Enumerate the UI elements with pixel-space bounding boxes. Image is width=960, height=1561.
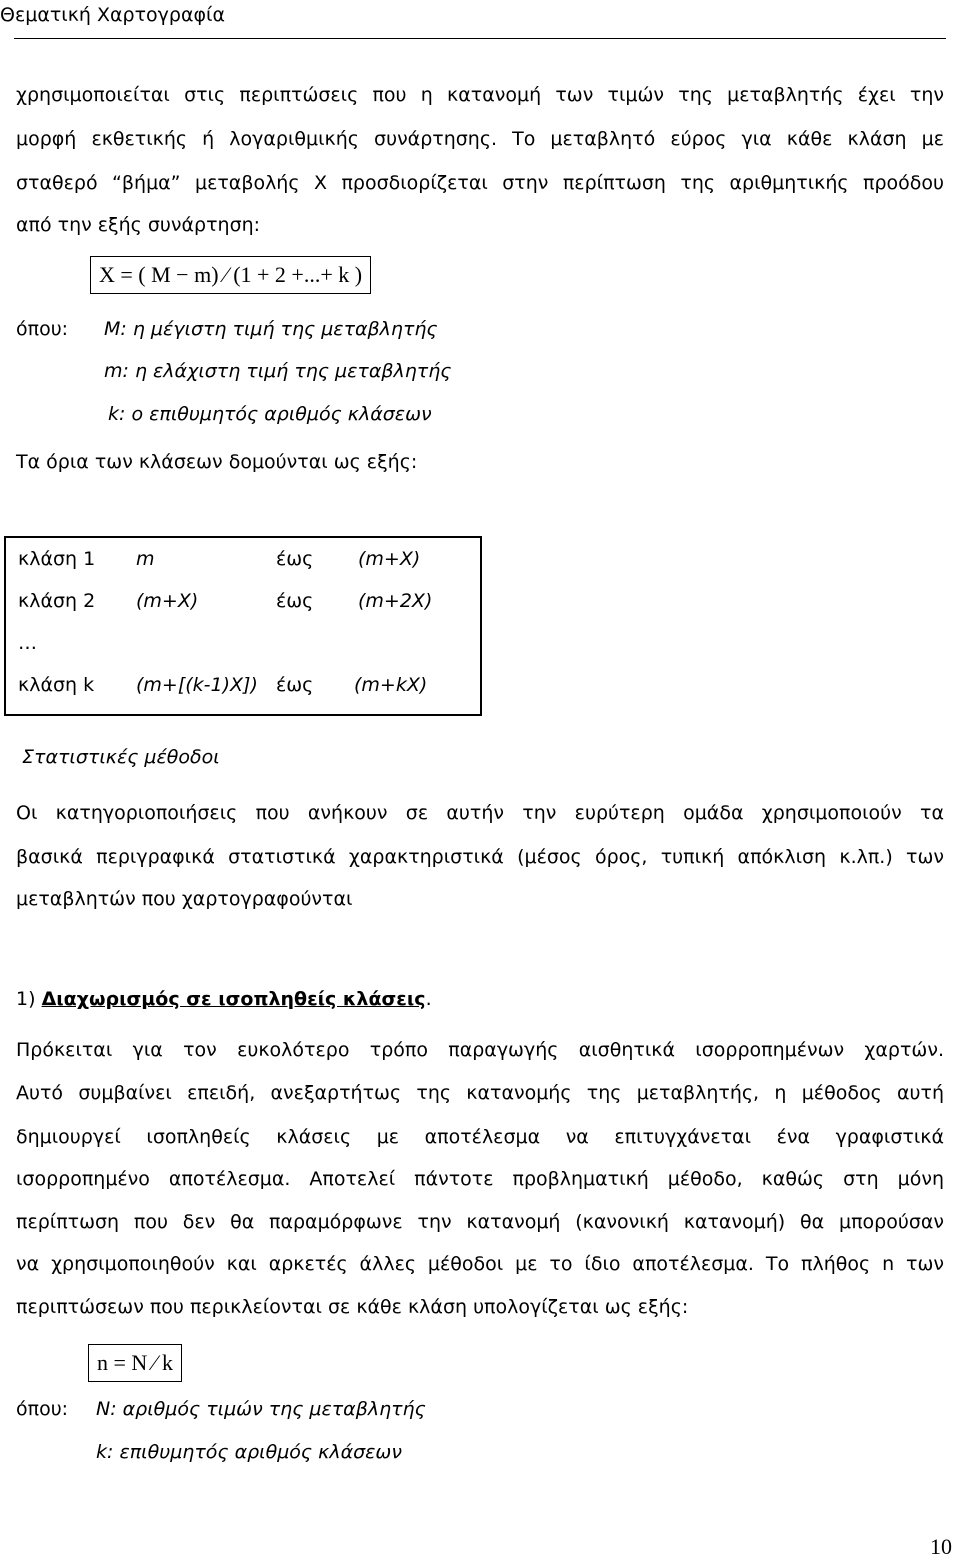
item-1-number: 1)	[16, 988, 36, 1010]
item-1-title: Διαχωρισμός σε ισοπληθείς κλάσεις	[41, 988, 426, 1010]
definition-max: M: η μέγιστη τιμή της μεταβλητής	[104, 318, 438, 340]
class-ellipsis: …	[18, 632, 37, 654]
page-number: 10	[930, 1534, 952, 1559]
class-1-to: (m+X)	[358, 548, 421, 570]
section-heading: Στατιστικές μέθοδοι	[22, 746, 220, 768]
item1-line-5: περίπτωση που δεν θα παραμόρφωνε την κατανομή (κανονική κατανομή) θα μπορούσαν	[16, 1211, 944, 1233]
class-k-from: (m+[(k-1)X])	[136, 674, 258, 696]
class-k-to: (m+kX)	[354, 674, 428, 696]
where-label-2: όπου:	[16, 1398, 69, 1420]
class-bounds-table	[4, 536, 482, 716]
item1-line-7: περιπτώσεων που περικλείονται σε κάθε κλάση υπολογίζεται ως εξής:	[16, 1296, 689, 1318]
definition-n: N: αριθμός τιμών της μεταβλητής	[96, 1398, 426, 1420]
bounds-intro: Τα όρια των κλάσεων δομούνται ως εξής:	[16, 451, 418, 473]
intro-line-2: μορφή εκθετικής ή λογαριθμικής συνάρτησης. Το μεταβλητό εύρος για κάθε κλάση με	[16, 128, 944, 150]
methods-line-2: βασικά περιγραφικά στατιστικά χαρακτηριστικά (μέσος όρος, τυπική απόκλιση κ.λπ.) των	[16, 846, 944, 868]
methods-line-1: Οι κατηγοριοποιήσεις που ανήκουν σε αυτήν την ευρύτερη ομάδα χρησιμοποιούν τα	[16, 802, 944, 824]
class-1-from: m	[136, 548, 155, 570]
class-k-label: κλάση k	[18, 674, 95, 696]
class-2-from: (m+X)	[136, 590, 199, 612]
methods-line-3: μεταβλητών που χαρτογραφούνται	[16, 888, 353, 910]
class-width-formula: X = ( M − m) ⁄ (1 + 2 +...+ k )	[90, 256, 371, 294]
item-1-period: .	[425, 988, 432, 1010]
class-2-label: κλάση 2	[18, 590, 96, 612]
item1-line-6: να χρησιμοποιηθούν και αρκετές άλλες μέθοδοι με το ίδιο αποτέλεσμα. Το πλήθος n των	[16, 1253, 944, 1275]
definition-k: k: ο επιθυμητός αριθμός κλάσεων	[108, 403, 432, 425]
intro-line-3: σταθερό “βήμα” μεταβολής X προσδιορίζεται στην περίπτωση της αριθμητικής προόδου	[16, 172, 944, 194]
where-label-1: όπου:	[16, 318, 69, 340]
class-k-to-word: έως	[276, 674, 314, 696]
class-1-label: κλάση 1	[18, 548, 96, 570]
item1-line-1: Πρόκειται για τον ευκολότερο τρόπο παραγωγής αισθητικά ισορροπημένων χαρτών.	[16, 1039, 944, 1061]
count-per-class-formula: n = N ⁄ k	[88, 1344, 182, 1382]
header-rule	[14, 38, 946, 39]
class-1-to-word: έως	[276, 548, 314, 570]
intro-line-4: από την εξής συνάρτηση:	[16, 214, 261, 236]
intro-line-1: χρησιμοποιείται στις περιπτώσεις που η κατανομή των τιμών της μεταβλητής έχει την	[16, 84, 944, 106]
item1-line-3: δημιουργεί ισοπληθείς κλάσεις με αποτέλεσμα να επιτυγχάνεται ένα γραφιστικά	[16, 1126, 944, 1148]
item-1-heading	[16, 988, 432, 1010]
class-2-to: (m+2X)	[358, 590, 433, 612]
item1-line-2: Αυτό συμβαίνει επειδή, ανεξαρτήτως της κατανομής της μεταβλητής, η μέθοδος αυτή	[16, 1082, 944, 1104]
definition-k-2: k: επιθυμητός αριθμός κλάσεων	[96, 1441, 402, 1463]
class-2-to-word: έως	[276, 590, 314, 612]
definition-min: m: η ελάχιστη τιμή της μεταβλητής	[104, 360, 452, 382]
running-header: Θεματική Χαρτογραφία	[0, 4, 225, 26]
item1-line-4: ισορροπημένο αποτέλεσμα. Αποτελεί πάντοτε προβληματική μέθοδο, καθώς στη μόνη	[16, 1168, 944, 1190]
